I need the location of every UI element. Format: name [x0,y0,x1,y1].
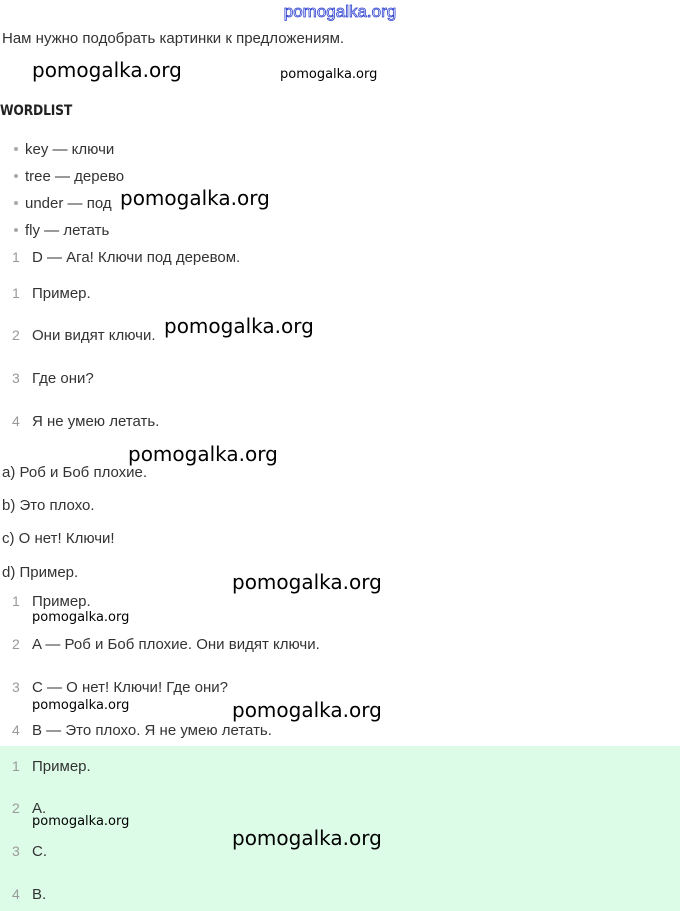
list-item [12,285,91,302]
answer-item [12,758,91,775]
item-text: A — Роб и Боб плохие. Они видят ключи. [32,636,320,653]
bullet-icon [14,147,18,151]
bullet-icon [14,228,18,232]
item-text: B. [32,886,47,903]
list-item [12,722,272,739]
item-text: C. [32,843,47,860]
item-number: 2 [12,636,20,652]
item-number: 2 [12,800,20,816]
bullet-icon [14,201,18,205]
list-item [12,679,228,696]
option-item: b) Это плохо. [2,497,95,514]
wordlist-item [14,195,112,212]
item-number: 1 [12,593,20,609]
wordlist-item-text: under — под [25,195,112,212]
wordlist-item-text: fly — летать [25,222,110,239]
watermark: pomogalka.org [32,610,130,625]
watermark: pomogalka.org [32,814,130,829]
item-number: 1 [12,249,20,265]
watermark: pomogalka.org [120,186,270,210]
site-logo[interactable]: pomogalka.org [283,2,397,21]
item-number: 4 [12,413,20,429]
wordlist-item [14,141,114,158]
watermark: pomogalka.org [164,314,314,338]
answer-line [12,249,240,266]
watermark: pomogalka.org [128,442,278,466]
item-text: Они видят ключи. [32,327,156,344]
option-item: a) Роб и Боб плохие. [2,464,148,481]
list-item [12,370,94,387]
list-item [12,327,156,344]
item-number: 1 [12,758,20,774]
item-text: Я не умею летать. [32,413,160,430]
item-text: C — О нет! Ключи! Где они? [32,679,229,696]
item-number: 1 [12,285,20,301]
watermark: pomogalka.org [232,570,382,594]
item-text: B — Это плохо. Я не умею летать. [32,722,272,739]
answer-item [12,843,47,860]
bullet-icon [14,174,18,178]
item-number: 2 [12,327,20,343]
option-item: d) Пример. [2,564,79,581]
wordlist-heading: WORDLIST [0,103,73,119]
list-item [12,593,91,610]
item-number: 3 [12,679,20,695]
wordlist-item [14,222,109,239]
item-number: 4 [12,722,20,738]
item-number: 3 [12,843,20,859]
item-number: 3 [12,370,20,386]
item-text: Пример. [32,758,91,775]
wordlist-item-text: tree — дерево [25,168,125,185]
answer-item [12,886,46,903]
item-text: D — Ага! Ключи под деревом. [32,249,241,266]
wordlist-item [14,168,124,185]
watermark: pomogalka.org [32,698,130,713]
intro-text: Нам нужно подобрать картинки к предложениям. [2,30,345,47]
item-text: A. [32,800,47,817]
watermark: pomogalka.org [232,826,382,850]
item-text: Где они? [32,370,94,387]
list-item [12,413,159,430]
watermark: pomogalka.org [32,58,182,82]
option-item: c) О нет! Ключи! [2,530,115,547]
watermark: pomogalka.org [280,67,378,82]
watermark: pomogalka.org [232,698,382,722]
wordlist-item-text: key — ключи [25,141,115,158]
item-number: 4 [12,886,20,902]
list-item [12,636,320,653]
item-text: Пример. [32,593,91,610]
item-text: Пример. [32,285,91,302]
